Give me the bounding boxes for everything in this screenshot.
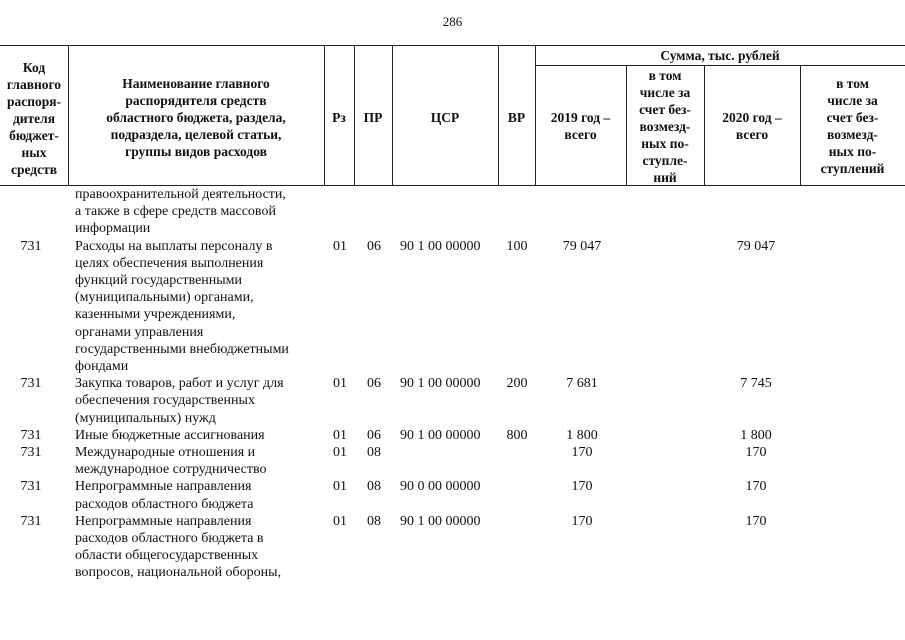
cell-name: Расходы на выплаты персоналу в целях обеспечения выполнения функций государственными (муниципальными) органами, казенными учреждениями, органами управления государственными внебюджетными фондами (75, 238, 289, 375)
cell-rz: 01 (333, 376, 347, 392)
cell-sum-2020: 79 047 (736, 238, 776, 254)
cell-rz: 01 (333, 427, 347, 443)
summa-divider (535, 65, 905, 66)
header-kod: Код главного распоря- дителя бюджет- ных средств (6, 60, 62, 177)
cell-kod: 731 (20, 513, 42, 529)
cell-csr: 90 1 00 00000 (400, 238, 481, 254)
cell-sum-2019: 79 047 (562, 238, 602, 254)
cell-vr: 800 (506, 427, 528, 443)
cell-csr: 90 1 00 00000 (400, 513, 481, 529)
cell-sum-2020: 1 800 (740, 427, 772, 443)
cell-pr: 08 (367, 479, 381, 495)
cell-pr: 08 (367, 513, 381, 529)
table-row (0, 186, 905, 238)
cell-sum-2019: 170 (571, 479, 593, 495)
table-row (0, 478, 905, 512)
table-row (0, 444, 905, 478)
header-top-border (0, 45, 905, 46)
header-vr: ВР (507, 110, 526, 125)
cell-sum-2020: 170 (745, 445, 767, 461)
cell-name: правоохранительной деятельности, а также в сфере средств массовой информации (75, 187, 286, 237)
cell-rz: 01 (333, 445, 347, 461)
table-header (0, 45, 905, 185)
header-incl-2019: в том числе за счет без- возмезд- ных по- ступле- ний (639, 68, 691, 185)
cell-sum-2019: 170 (571, 445, 593, 461)
cell-csr: 90 0 00 00000 (400, 479, 481, 495)
cell-rz: 01 (333, 479, 347, 495)
cell-vr: 200 (506, 376, 528, 392)
cell-kod: 731 (20, 238, 42, 254)
table-body (0, 186, 905, 582)
header-rz: Рз (332, 110, 346, 125)
cell-name: Закупка товаров, работ и услуг для обеспечения государственных (муниципальных) нужд (75, 376, 284, 426)
header-2019: 2019 год – всего (550, 110, 611, 142)
cell-sum-2020: 170 (745, 479, 767, 495)
cell-rz: 01 (333, 513, 347, 529)
cell-pr: 06 (367, 376, 381, 392)
cell-name: Непрограммные направления расходов областного бюджета (75, 479, 254, 512)
cell-pr: 06 (367, 427, 381, 443)
cell-kod: 731 (20, 376, 42, 392)
cell-kod: 731 (20, 427, 42, 443)
cell-sum-2019: 7 681 (566, 376, 598, 392)
cell-sum-2019: 170 (571, 513, 593, 529)
cell-sum-2020: 7 745 (740, 376, 772, 392)
cell-name: Международные отношения и международное сотрудничество (75, 445, 267, 478)
header-2020: 2020 год – всего (722, 110, 782, 142)
cell-rz: 01 (333, 238, 347, 254)
cell-csr: 90 1 00 00000 (400, 376, 481, 392)
header-incl-2020: в том числе за счет без- возмезд- ных по- ступлений (820, 76, 885, 176)
cell-csr: 90 1 00 00000 (400, 427, 481, 443)
header-summa: Сумма, тыс. рублей (660, 48, 780, 63)
cell-pr: 06 (367, 238, 381, 254)
table-row (0, 513, 905, 582)
table-row (0, 238, 905, 376)
table-row (0, 375, 905, 427)
cell-kod: 731 (20, 479, 42, 495)
cell-sum-2019: 1 800 (566, 427, 598, 443)
header-csr: ЦСР (430, 110, 460, 125)
cell-name: Непрограммные направления расходов областного бюджета в области общегосударственных вопросов, национальной обороны, (75, 513, 282, 581)
cell-name: Иные бюджетные ассигнования (75, 427, 265, 443)
header-name: Наименование главного распорядителя средств областного бюджета, раздела, подраздела, целевой статьи, группы видов расходов (106, 76, 286, 159)
page-number: 286 (442, 14, 463, 29)
cell-kod: 731 (20, 445, 42, 461)
cell-pr: 08 (367, 445, 381, 461)
table-row (0, 427, 905, 444)
cell-vr: 100 (506, 238, 528, 254)
header-pr: ПР (363, 110, 383, 125)
cell-sum-2020: 170 (745, 513, 767, 529)
